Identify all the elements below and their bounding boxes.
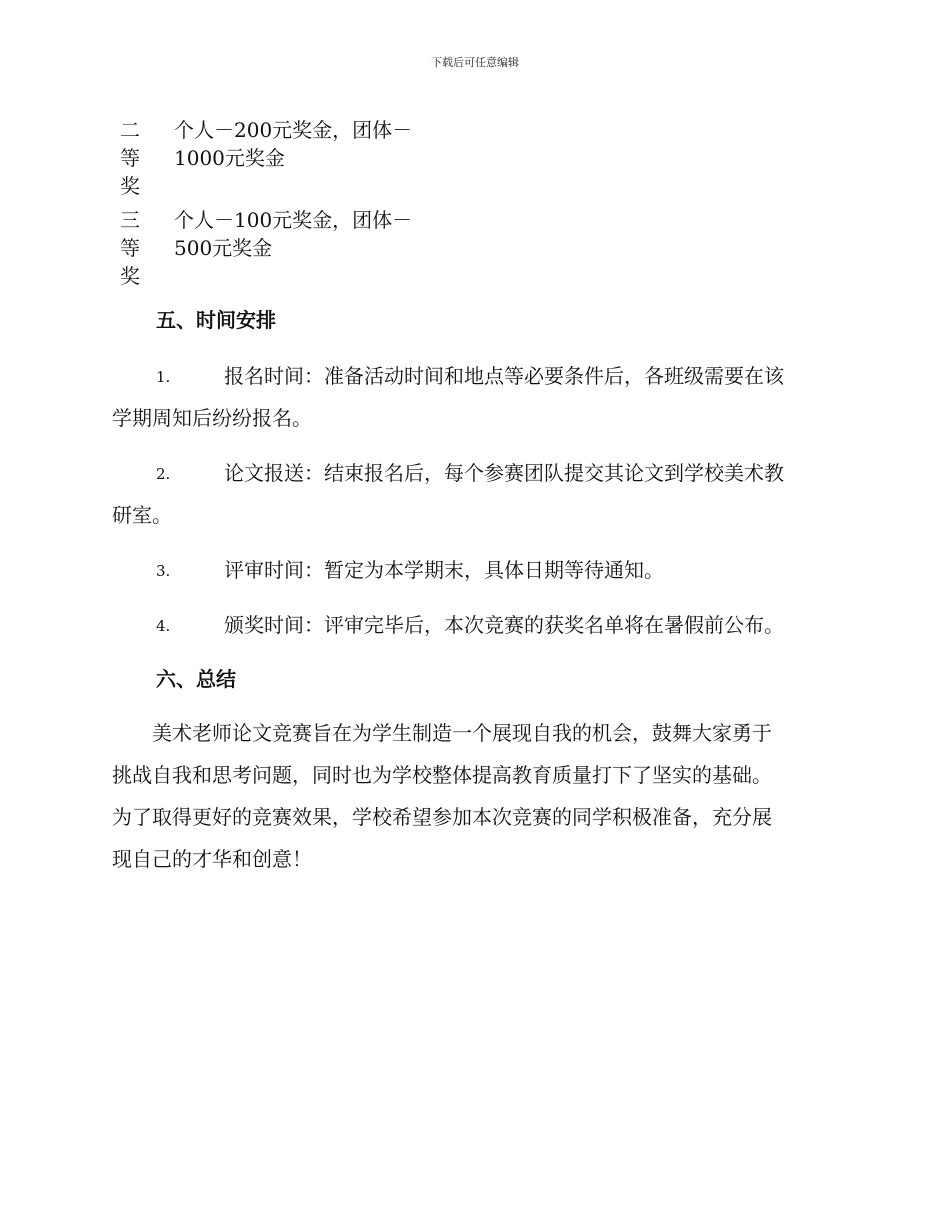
summary-line: 挑战自我和思考问题，同时也为学校整体提高教育质量打下了坚实的基础。 xyxy=(112,763,772,787)
schedule-item xyxy=(112,611,834,639)
item-number: 4. xyxy=(156,617,171,635)
item-text-continued: 学期周知后纷纷报名。 xyxy=(112,406,312,430)
summary-line: 美术老师论文竞赛旨在为学生制造一个展现自我的机会，鼓舞大家勇于 xyxy=(112,721,772,745)
award-name-char: 等 xyxy=(120,236,140,260)
award-name-char: 等 xyxy=(120,146,140,170)
item-text-continued: 研室。 xyxy=(112,503,172,527)
item-text: 颁奖时间：评审完毕后，本次竞赛的获奖名单将在暑假前公布。 xyxy=(224,613,784,637)
page-header: 下载后可任意编辑 xyxy=(431,56,519,69)
section-heading-summary: 六、总结 xyxy=(156,667,236,691)
summary-paragraph xyxy=(112,719,834,887)
item-text: 评审时间：暂定为本学期末，具体日期等待通知。 xyxy=(224,558,664,582)
award-desc: 个人－100元奖金，团体－500元奖金 xyxy=(174,208,413,260)
award-name-char: 三 xyxy=(120,208,140,232)
summary-line: 为了取得更好的竞赛效果，学校希望参加本次竞赛的同学积极准备，充分展 xyxy=(112,805,772,829)
award-name xyxy=(120,116,144,200)
section-heading-schedule: 五、时间安排 xyxy=(156,308,276,332)
award-name-char: 奖 xyxy=(120,174,140,198)
schedule-item xyxy=(112,362,834,430)
item-number: 3. xyxy=(156,562,171,580)
award-desc: 个人－200元奖金，团体－1000元奖金 xyxy=(174,118,413,170)
item-number: 2. xyxy=(156,465,171,483)
schedule-item xyxy=(112,459,834,527)
schedule-item xyxy=(112,556,834,584)
award-name xyxy=(120,206,144,290)
item-text: 报名时间：准备活动时间和地点等必要条件后，各班级需要在该 xyxy=(224,364,784,388)
summary-line: 现自己的才华和创意！ xyxy=(112,847,312,871)
item-number: 1. xyxy=(156,368,171,386)
award-name-char: 奖 xyxy=(120,264,140,288)
award-name-char: 二 xyxy=(120,118,140,142)
item-text: 论文报送：结束报名后，每个参赛团队提交其论文到学校美术教 xyxy=(224,461,784,485)
